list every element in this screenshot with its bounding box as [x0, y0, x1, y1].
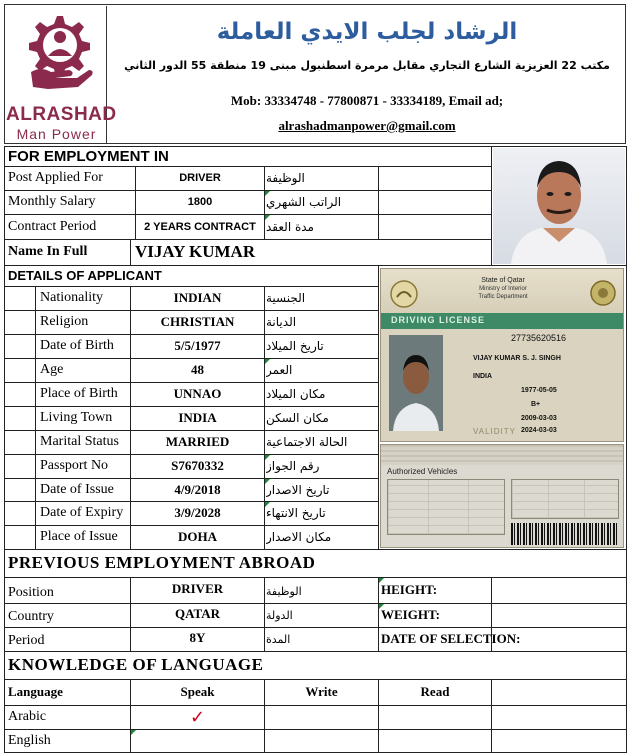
- value-nationality: INDIAN: [173, 290, 222, 305]
- label-marital-status-ar: الحالة الاجتماعية: [266, 435, 348, 449]
- label-religion: Religion: [40, 314, 89, 329]
- license-back-title: Authorized Vehicles: [387, 467, 458, 476]
- ministry-emblem-icon: [589, 279, 617, 307]
- license-ministry: Ministry of Interior: [479, 286, 527, 292]
- qatar-emblem-icon: [389, 279, 419, 309]
- label-post-applied-ar: الوظيفة: [266, 171, 305, 185]
- company-address-ar: مكتب 22 العزيزية الشارع التجاري مقابل مرمرة اسطنبول مبنى 19 منطقة 55 الدور الثاني: [124, 59, 610, 72]
- label-living-town-ar: مكان السكن: [266, 411, 329, 425]
- contact-numbers: Mob: 33334748 - 77800871 - 33334189, Email ad;: [230, 93, 504, 108]
- driving-license-front: [380, 268, 624, 442]
- label-prev-period: Period: [8, 633, 45, 648]
- label-height: HEIGHT:: [381, 582, 438, 597]
- value-date-of-issue: 4/9/2018: [174, 481, 221, 497]
- language-name-arabic: Arabic: [8, 709, 47, 724]
- label-prev-country: Country: [8, 609, 54, 624]
- value-monthly-salary: 1800: [187, 196, 213, 208]
- section-title-employment: FOR EMPLOYMENT IN: [8, 147, 169, 165]
- license-person-icon: [389, 335, 443, 431]
- value-prev-period: 8Y: [189, 630, 206, 645]
- label-name-in-full: Name In Full: [8, 244, 88, 259]
- label-place-of-birth-ar: مكان الميلاد: [266, 387, 326, 401]
- value-living-town: INDIA: [178, 410, 217, 425]
- label-date-of-selection: DATE OF SELECTION:: [381, 631, 521, 646]
- section-title-applicant: DETAILS OF APPLICANT: [8, 268, 162, 283]
- value-name-in-full: VIJAY KUMAR: [135, 242, 256, 261]
- label-prev-period-ar: المدة: [266, 633, 291, 646]
- logo-tagline: Man Power: [16, 126, 97, 142]
- label-date-of-issue: Date of Issue: [40, 481, 114, 497]
- label-place-of-birth: Place of Birth: [40, 386, 118, 401]
- label-passport-no-ar: رقم الجواز: [266, 459, 320, 473]
- label-religion-ar: الديانة: [266, 315, 297, 329]
- label-contract-period: Contract Period: [8, 218, 97, 234]
- label-date-of-issue-ar: تاريخ الاصدار: [266, 482, 330, 497]
- value-date-of-expiry: 3/9/2028: [174, 505, 221, 520]
- label-date-of-birth-ar: تاريخ الميلاد: [266, 339, 324, 353]
- license-photo: [389, 335, 443, 431]
- driving-license-back: [380, 444, 624, 548]
- license-banner: [381, 313, 624, 329]
- label-prev-country-ar: الدولة: [266, 609, 293, 622]
- label-place-of-issue-ar: مكان الاصدار: [266, 530, 332, 544]
- license-state: State of Qatar: [481, 277, 525, 284]
- section-title-previous-employment: PREVIOUS EMPLOYMENT ABROAD: [8, 553, 316, 572]
- license-validity-label: VALIDITY: [473, 427, 516, 436]
- header-write: Write: [305, 684, 338, 699]
- checkmark-icon: ✓: [189, 706, 206, 728]
- label-date-of-expiry-ar: تاريخ الانتهاء: [266, 506, 326, 520]
- label-marital-status: Marital Status: [40, 434, 119, 449]
- license-number: 27735620516: [511, 333, 567, 343]
- label-nationality: Nationality: [40, 290, 103, 305]
- license-dept: Traffic Department: [478, 294, 528, 300]
- language-name-english: English: [8, 732, 51, 748]
- letterhead: [4, 4, 626, 144]
- vehicle-grid-right: [511, 479, 619, 519]
- license-expiry-date: 2024-03-03: [521, 427, 557, 434]
- label-age-ar: العمر: [266, 363, 293, 377]
- label-contract-period-ar: مدة العقد: [266, 219, 314, 234]
- email-link[interactable]: alrashadmanpower@gmail.com: [278, 118, 456, 133]
- label-monthly-salary-ar: الراتب الشهري: [266, 195, 342, 209]
- section-title-language: KNOWLEDGE OF LANGUAGE: [8, 655, 264, 674]
- value-date-of-birth: 5/5/1977: [174, 338, 221, 353]
- applicant-photo: [493, 148, 625, 264]
- label-place-of-issue: Place of Issue: [40, 529, 118, 544]
- label-date-of-birth: Date of Birth: [40, 338, 114, 353]
- value-post-applied: DRIVER: [179, 172, 221, 184]
- label-living-town: Living Town: [40, 410, 113, 425]
- license-issue-date: 2009-03-03: [521, 415, 557, 422]
- license-blood: B+: [531, 401, 541, 408]
- label-monthly-salary: Monthly Salary: [8, 194, 96, 209]
- value-religion: CHRISTIAN: [160, 314, 235, 329]
- company-logo: [6, 6, 117, 143]
- logo-name: ALRASHAD: [6, 104, 117, 125]
- person-portrait-icon: [493, 148, 625, 264]
- company-name-ar: الرشاد لجلب الايدي العاملة: [216, 19, 518, 45]
- label-weight: WEIGHT:: [381, 607, 440, 622]
- label-nationality-ar: الجنسية: [266, 291, 306, 305]
- gear-person-icon: [17, 12, 97, 102]
- license-nationality: INDIA: [473, 373, 493, 380]
- header-language: Language: [8, 684, 63, 699]
- label-date-of-expiry: Date of Expiry: [40, 505, 124, 520]
- value-prev-position: DRIVER: [171, 581, 224, 596]
- label-passport-no: Passport No: [40, 458, 109, 473]
- license-back-top: [381, 445, 624, 465]
- label-prev-position-ar: الوظيفة: [266, 584, 302, 598]
- value-place-of-issue: DOHA: [178, 529, 217, 544]
- barcode: [511, 523, 619, 545]
- header-speak: Speak: [180, 684, 215, 699]
- value-age: 48: [191, 362, 204, 377]
- label-age: Age: [40, 362, 64, 377]
- header-read: Read: [420, 684, 450, 699]
- license-dob: 1977-05-05: [521, 387, 557, 394]
- value-prev-country: QATAR: [174, 606, 221, 621]
- license-banner-text: DRIVING LICENSE: [391, 315, 486, 325]
- value-contract-period: 2 YEARS CONTRACT: [144, 220, 256, 233]
- value-place-of-birth: UNNAO: [173, 386, 222, 401]
- label-prev-position: Position: [8, 585, 54, 600]
- vehicle-grid: [387, 479, 505, 535]
- value-passport-no: S7670332: [171, 458, 224, 473]
- license-name: VIJAY KUMAR S. J. SINGH: [473, 355, 561, 362]
- value-marital-status: MARRIED: [165, 434, 230, 449]
- label-post-applied: Post Applied For: [8, 170, 103, 185]
